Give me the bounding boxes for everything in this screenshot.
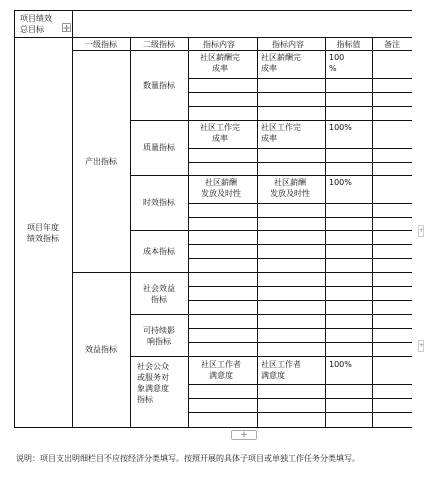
entry-content-2: 社区薪酬 发放及时性 bbox=[270, 178, 310, 198]
quantity-indicator-label: 数量指标 bbox=[143, 81, 175, 90]
table-row-divider bbox=[130, 120, 412, 121]
entry-value: 100 % bbox=[329, 53, 345, 73]
entry-value: 100% bbox=[329, 178, 352, 187]
table-row-divider bbox=[188, 286, 412, 287]
table-col-divider bbox=[72, 10, 73, 428]
table-border-bottom bbox=[14, 427, 412, 428]
social-benefit-indicator-label: 社会效益 指标 bbox=[143, 284, 175, 304]
add-column-icon[interactable]: + bbox=[418, 340, 424, 352]
table-col-divider bbox=[130, 37, 131, 428]
quality-indicator-label: 质量指标 bbox=[143, 143, 175, 152]
add-column-icon[interactable]: + bbox=[418, 225, 424, 237]
table-row-divider bbox=[72, 50, 412, 51]
satisfaction-indicator-label: 社会公众 或服务对 象满意度 指标 bbox=[137, 362, 169, 404]
table-row-divider bbox=[14, 37, 412, 38]
entry-value: 100% bbox=[329, 123, 352, 132]
header-value: 指标值 bbox=[336, 40, 361, 49]
add-row-icon[interactable]: + bbox=[231, 430, 257, 440]
table-col-divider bbox=[325, 37, 326, 428]
table-row-divider bbox=[188, 342, 412, 343]
table-row-divider bbox=[188, 384, 412, 385]
table-row-divider bbox=[188, 162, 412, 163]
table-note: 说明：项目支出明细栏目不应按经济分类填写。按照开展的具体子项目或单独工作任务分类填写。 bbox=[16, 454, 360, 463]
table-row-divider bbox=[188, 328, 412, 329]
entry-content-1: 社区薪酬完 成率 bbox=[200, 53, 240, 73]
table-border-top bbox=[14, 10, 412, 11]
table-row-divider bbox=[72, 272, 412, 273]
table-row-divider bbox=[188, 92, 412, 93]
cost-indicator-label: 成本指标 bbox=[143, 247, 175, 256]
table-row-divider bbox=[188, 398, 412, 399]
header-content-1: 指标内容 bbox=[203, 40, 235, 49]
table-row-divider bbox=[188, 106, 412, 107]
output-indicators-label: 产出指标 bbox=[85, 157, 117, 166]
entry-content-1: 社区工作者 满意度 bbox=[201, 360, 241, 380]
annual-indicators-label: 项目年度 绩效指标 bbox=[27, 223, 59, 243]
table-row-divider bbox=[130, 175, 412, 176]
table-row-divider bbox=[188, 148, 412, 149]
entry-content-2: 社区薪酬完 成率 bbox=[261, 53, 301, 73]
table-row-divider bbox=[188, 217, 412, 218]
table-col-divider bbox=[372, 37, 373, 428]
table-col-divider bbox=[257, 37, 258, 428]
table-row-divider bbox=[188, 203, 412, 204]
entry-content-1: 社区薪酬 发放及时性 bbox=[201, 178, 241, 198]
table-row-divider bbox=[188, 412, 412, 413]
timeliness-indicator-label: 时效指标 bbox=[143, 198, 175, 207]
header-level2: 二级指标 bbox=[143, 40, 175, 49]
table-row-divider bbox=[130, 314, 412, 315]
entry-content-1: 社区工作完 成率 bbox=[200, 123, 240, 143]
table-row-divider bbox=[188, 258, 412, 259]
table-row-divider bbox=[188, 300, 412, 301]
total-goal-label: 项目绩效 总目标 bbox=[20, 14, 52, 34]
entry-content-2: 社区工作完 成率 bbox=[261, 123, 301, 143]
header-level1: 一级指标 bbox=[85, 40, 117, 49]
header-content-2: 指标内容 bbox=[272, 40, 304, 49]
header-remark: 备注 bbox=[384, 40, 400, 49]
sustainable-impact-indicator-label: 可持续影 响指标 bbox=[143, 326, 175, 346]
table-border-left bbox=[14, 10, 15, 428]
move-handle-icon[interactable]: ✛ bbox=[63, 24, 70, 33]
entry-value: 100% bbox=[329, 360, 352, 369]
performance-table bbox=[14, 10, 412, 428]
table-row-divider bbox=[130, 230, 412, 231]
entry-content-2: 社区工作者 满意度 bbox=[261, 360, 301, 380]
table-row-divider bbox=[188, 78, 412, 79]
table-row-divider bbox=[188, 244, 412, 245]
table-row-divider bbox=[130, 356, 412, 357]
benefit-indicators-label: 效益指标 bbox=[85, 345, 117, 354]
